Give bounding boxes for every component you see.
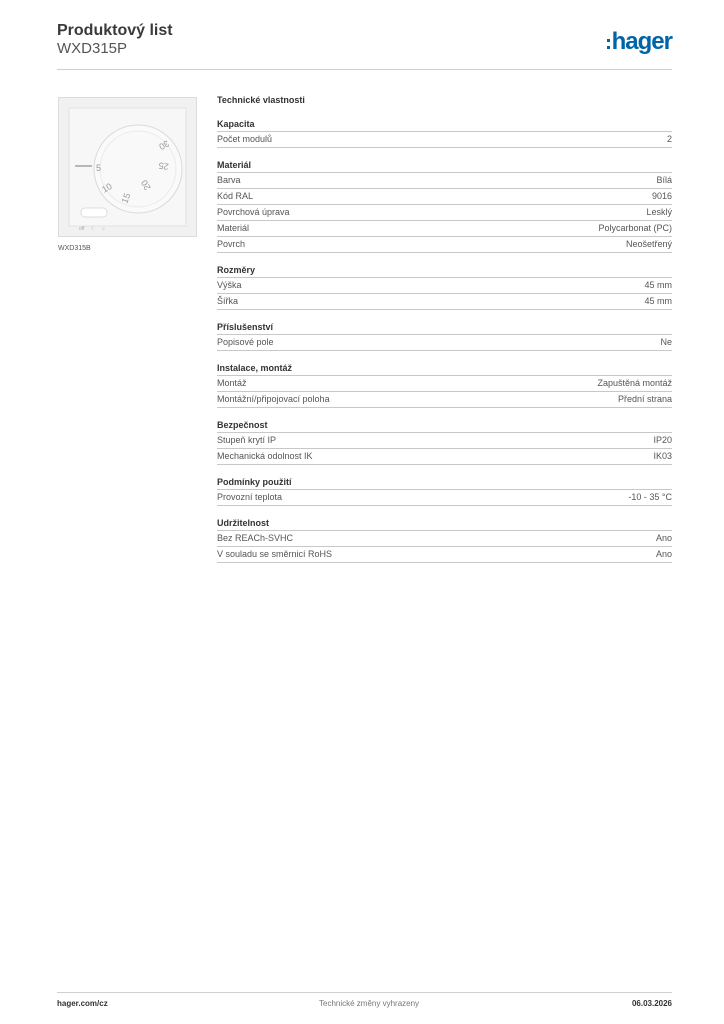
spec-section	[217, 477, 672, 506]
spec-row	[217, 294, 672, 310]
spec-value: Lesklý	[646, 207, 672, 217]
spec-label: Materiál	[217, 223, 250, 233]
section-title: Rozměry	[217, 265, 672, 278]
footer-notice: Technické změny vyhrazeny	[319, 999, 420, 1008]
dial-label: 20	[139, 178, 153, 192]
section-title: Podmínky použití	[217, 477, 672, 490]
spec-row	[217, 392, 672, 408]
specs-title: Technické vlastnosti	[217, 95, 305, 105]
section-title: Příslušenství	[217, 322, 672, 335]
spec-value: 45 mm	[644, 280, 672, 290]
spec-value: 45 mm	[644, 296, 672, 306]
page-footer	[57, 992, 672, 1013]
dial-label: 10	[100, 181, 114, 195]
spec-section	[217, 363, 672, 408]
spec-label: Stupeň krytí IP	[217, 435, 277, 445]
spec-label: Barva	[217, 175, 241, 185]
spec-value: Přední strana	[617, 394, 672, 404]
spec-label: Montáž	[217, 378, 247, 388]
section-title: Instalace, montáž	[217, 363, 672, 376]
spec-row	[217, 376, 672, 392]
dial-label: 15	[119, 191, 133, 205]
spec-label: Výška	[217, 280, 242, 290]
spec-sections	[217, 119, 672, 563]
technical-specs	[217, 95, 672, 575]
spec-row	[217, 132, 672, 148]
spec-value: 2	[666, 134, 672, 144]
section-title: Materiál	[217, 160, 672, 173]
spec-section	[217, 265, 672, 310]
spec-label: Šířka	[217, 296, 239, 306]
spec-row	[217, 490, 672, 506]
spec-row	[217, 205, 672, 221]
spec-label: Povrch	[217, 239, 246, 249]
hager-logo: hager	[607, 28, 672, 56]
footer-website: hager.com/cz	[57, 999, 108, 1008]
spec-value: Zapuštěná montáž	[597, 378, 672, 388]
spec-label: Počet modulů	[217, 134, 273, 144]
section-title: Bezpečnost	[217, 420, 672, 433]
spec-label: Provozní teplota	[217, 492, 283, 502]
dial-label: 30	[157, 138, 171, 152]
spec-row	[217, 173, 672, 189]
spec-row	[217, 237, 672, 253]
spec-value: Neošetřený	[625, 239, 672, 249]
section-title: Udržitelnost	[217, 518, 672, 531]
spec-value: IP20	[653, 435, 672, 445]
footer-date: 06.03.2026	[631, 999, 672, 1008]
spec-label: V souladu se směrnicí RoHS	[217, 549, 333, 559]
spec-label: Kód RAL	[217, 191, 254, 201]
spec-label: Montážní/připojovací poloha	[217, 394, 330, 404]
spec-row	[217, 547, 672, 563]
product-image	[58, 97, 197, 237]
spec-value: Ne	[660, 337, 672, 347]
spec-row	[217, 433, 672, 449]
product-code: WXD315P	[57, 40, 128, 57]
spec-value: Ano	[655, 533, 672, 543]
page-header	[57, 22, 672, 70]
spec-row	[217, 221, 672, 237]
section-title: Kapacita	[217, 119, 672, 132]
spec-row	[217, 449, 672, 465]
spec-label: Popisové pole	[217, 337, 274, 347]
spec-section	[217, 322, 672, 351]
spec-value: Polycarbonat (PC)	[598, 223, 672, 233]
spec-section	[217, 160, 672, 253]
spec-section	[217, 119, 672, 148]
spec-section	[217, 518, 672, 563]
spec-row	[217, 278, 672, 294]
mode-label: ☾	[91, 226, 96, 232]
spec-section	[217, 420, 672, 465]
spec-label: Bez REACh-SVHC	[217, 533, 294, 543]
spec-label: Mechanická odolnost IK	[217, 451, 313, 461]
mode-label: ☼	[101, 226, 106, 232]
spec-row	[217, 531, 672, 547]
image-caption: WXD315B	[58, 245, 91, 252]
spec-row	[217, 335, 672, 351]
spec-label: Povrchová úprava	[217, 207, 290, 217]
spec-value: Ano	[655, 549, 672, 559]
spec-value: IK03	[653, 451, 672, 461]
spec-value: Bílá	[656, 175, 672, 185]
spec-value: -10 - 35 °C	[628, 492, 672, 502]
dial-label: 5	[96, 163, 102, 173]
spec-row	[217, 189, 672, 205]
spec-value: 9016	[651, 191, 672, 201]
mode-label: off	[79, 226, 85, 232]
dial-label: 25	[157, 160, 170, 172]
page-title: Produktový list	[57, 22, 173, 39]
